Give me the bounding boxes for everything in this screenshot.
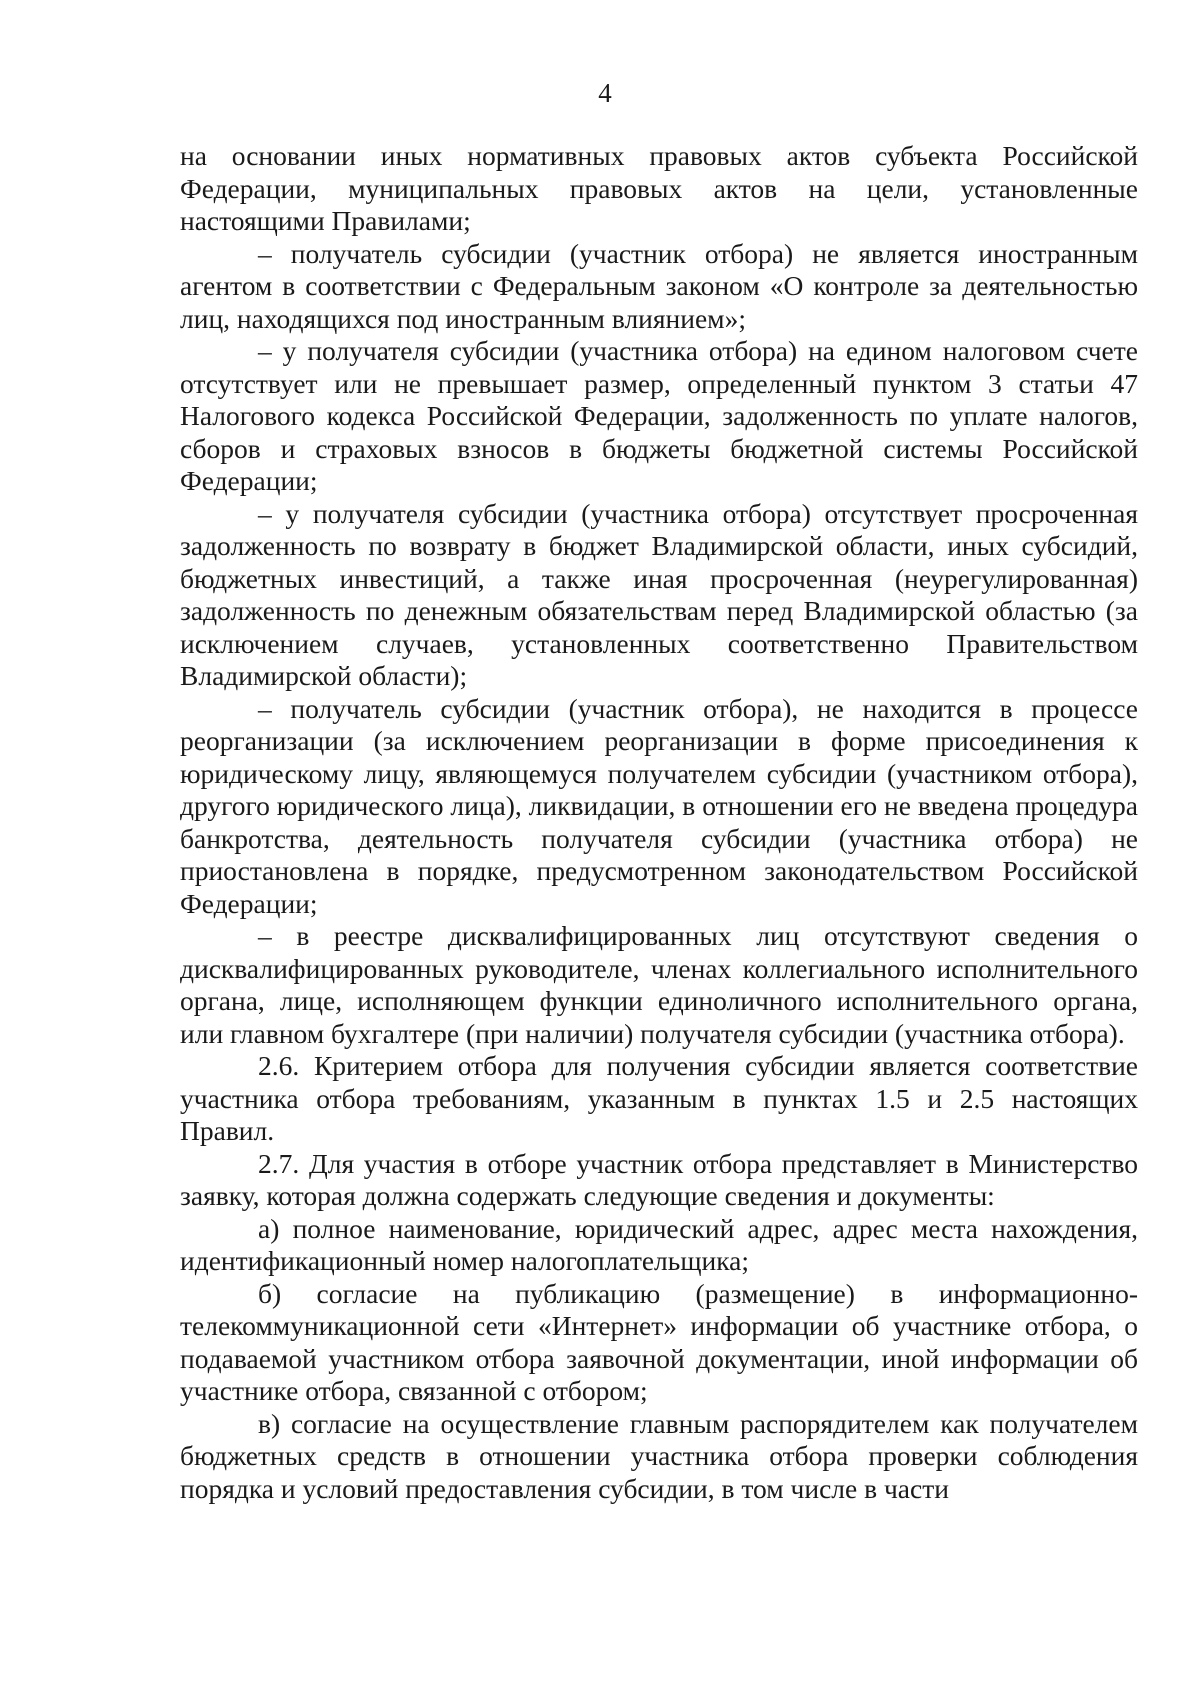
paragraph-continuation: на основании иных нормативных правовых актов субъекта Российской Федерации, муниципальных правовых актов на цели, установленные настоящими Правилами;: [180, 140, 1138, 236]
paragraph-overdue-debt-condition: – у получателя субсидии (участника отбора) отсутствует просроченная задолженность по возврату в бюджет Владимирской области, иных субсидий, бюджетных инвестиций, а также иная просроченная (неурегулированная) задолженность по денежным обязательствам перед Владимирской областью (за исключением случаев, установленных соответственно Правительством Владимирской области);: [180, 497, 1138, 691]
document-body: [180, 140, 1138, 1505]
paragraph-foreign-agent-condition: – получатель субсидии (участник отбора) не является иностранным агентом в соответствии с Федеральным законом «О контроле за деятельностью лиц, находящихся под иностранным влиянием»;: [180, 237, 1138, 334]
paragraph-disqualified-persons-condition: – в реестре дисквалифицированных лиц отсутствуют сведения о дисквалифицированных руководителе, членах коллегиального исполнительного органа, лице, исполняющем функции единоличного исполнительного органа, или главном бухгалтере (при наличии) получателя субсидии (участника отбора).: [180, 920, 1138, 1049]
paragraph-reorganization-condition: – получатель субсидии (участник отбора), не находится в процессе реорганизации (за исключением реорганизации в форме присоединения к юридическому лицу, являющемуся получателем субсидии (участником отбора), другого юридического лица), ликвидации, в отношении его не введена процедура банкротства, деятельность получателя субсидии (участника отбора) не приостановлена в порядке, предусмотренном законодательством Российской Федерации;: [180, 692, 1138, 919]
paragraph-tax-debt-condition: – у получателя субсидии (участника отбора) на едином налоговом счете отсутствует или не превышает размер, определенный пунктом 3 статьи 47 Налогового кодекса Российской Федерации, задолженность по уплате налогов, сборов и страховых взносов в бюджеты бюджетной системы Российской Федерации;: [180, 335, 1138, 496]
list-item-b: б) согласие на публикацию (размещение) в информационно-телекоммуникационной сети «Интернет» информации об участнике отбора, о подаваемой участником отбора заявочной документации, иной информации об участнике отбора, связанной с отбором;: [180, 1277, 1138, 1406]
paragraph-section-2-7: 2.7. Для участия в отборе участник отбора представляет в Министерство заявку, которая должна содержать следующие сведения и документы:: [180, 1147, 1138, 1211]
list-item-v: в) согласие на осуществление главным распорядителем как получателем бюджетных средств в отношении участника отбора проверки соблюдения порядка и условий предоставления субсидии, в том числе в части: [180, 1407, 1138, 1504]
list-item-a: а) полное наименование, юридический адрес, адрес места нахождения, идентификационный номер налогоплательщика;: [180, 1212, 1138, 1276]
paragraph-section-2-6: 2.6. Критерием отбора для получения субсидии является соответствие участника отбора требованиям, указанным в пунктах 1.5 и 2.5 настоящих Правил.: [180, 1050, 1138, 1146]
page-number: 4: [598, 78, 612, 108]
